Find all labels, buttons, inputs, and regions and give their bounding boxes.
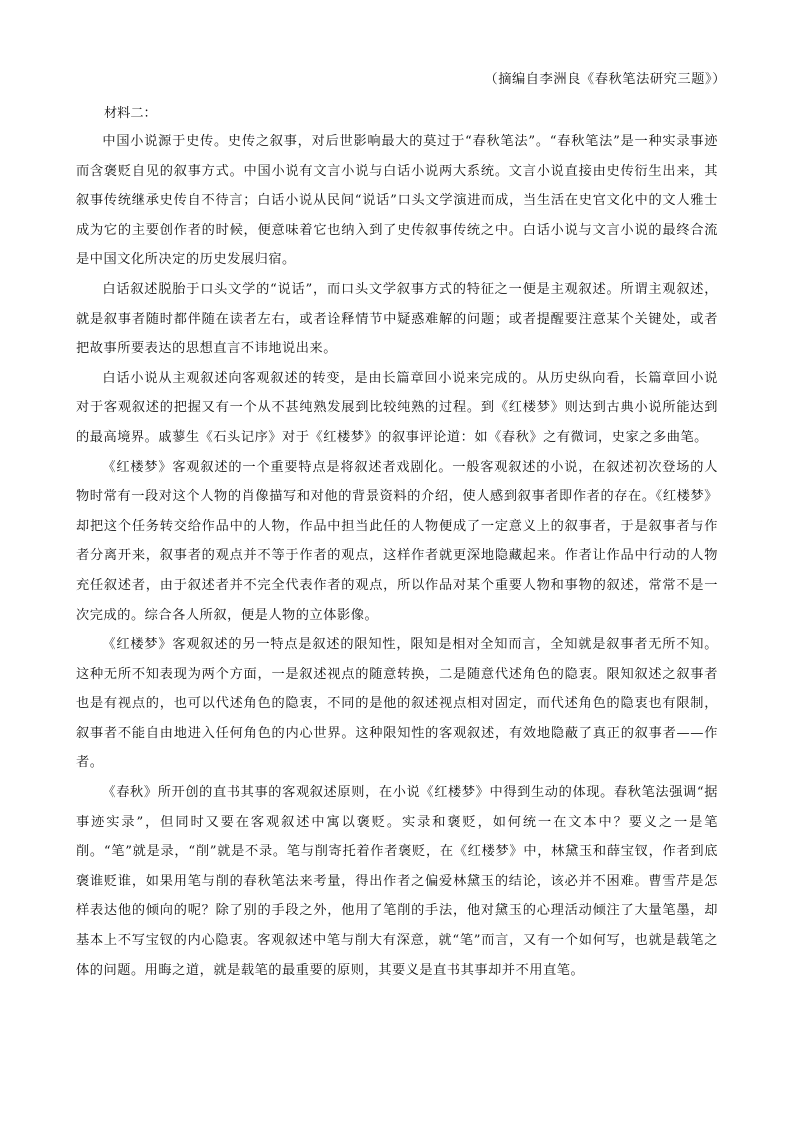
source-citation: （摘编自李洲良《春秋笔法研究三题》） (484, 72, 726, 87)
document-body (76, 127, 718, 985)
paragraph: 中国小说源于史传。史传之叙事，对后世影响最大的莫过于“春秋笔法”。“春秋笔法”是一种实录事迹而含褒贬自见的叙事方式。中国小说有文言小说与白话小说两大系统。文言小说直接由史传衍生出来，其叙事传统继承史传自不待言；白话小说从民间“说话”口头文学演进而成，当生活在史官文化中的文人雅士成为它的主要创作者的时候，便意味着它也纳入到了史传叙事传统之中。白话小说与文言小说的最终合流是中国文化所决定的历史发展归宿。 (76, 134, 718, 268)
paragraph: 白话小说从主观叙述向客观叙述的转变，是由长篇章回小说来完成的。从历史纵向看，长篇章回小说对于客观叙述的把握又有一个从不甚纯熟发展到比较纯熟的过程。到《红楼梦》则达到古典小说所能达到的最高境界。戚蓼生《石头记序》对于《红楼梦》的叙事评论道：如《春秋》之有微词，史家之多曲笔。 (76, 370, 718, 445)
paragraph: 白话叙述脱胎于口头文学的“说话”，而口头文学叙事方式的特征之一便是主观叙述。所谓主观叙述，就是叙事者随时都伴随在读者左右，或者诠释情节中疑惑难解的问题；或者提醒要注意某个关键处，或者把故事所要表达的思想直言不讳地说出来。 (76, 281, 718, 357)
paragraph: 《红楼梦》客观叙述的另一特点是叙述的限知性，限知是相对全知而言，全知就是叙事者无所不知。这种无所不知表现为两个方面，一是叙述视点的随意转换，二是随意代述角色的隐衷。限知叙述之叙事者也是有视点的，也可以代述角色的隐衷，不同的是他的叙述视点相对固定，而代述角色的隐衷也有限制，叙事者不能自由地进入任何角色的内心世界。这种限知性的客观叙述，有效地隐蔽了真正的叙事者——作者。 (76, 637, 718, 771)
paragraph: 《红楼梦》客观叙述的一个重要特点是将叙述者戏剧化。一般客观叙述的小说，在叙述初次登场的人物时常有一段对这个人物的肖像描写和对他的背景资料的介绍，使人感到叙事者即作者的存在。《红楼梦》却把这个任务转交给作品中的人物，作品中担当此任的人物便成了一定意义上的叙事者，于是叙事者与作者分离开来，叙事者的观点并不等于作者的观点，这样作者就更深地隐藏起来。作者让作品中行动的人物充任叙述者，由于叙述者并不完全代表作者的观点，所以作品对某个重要人物和事物的叙述，常常不是一次完成的。综合各人所叙，便是人物的立体影像。 (76, 459, 718, 623)
section-label: 材料二： (104, 106, 157, 121)
paragraph: 《春秋》所开创的直书其事的客观叙述原则，在小说《红楼梦》中得到生动的体现。春秋笔法强调“据事迹实录”，但同时又要在客观叙述中寓以褒贬。实录和褒贬，如何统一在文本中？要义之一是笔削。“笔”就是录，“削”就是不录。笔与削寄托着作者褒贬，在《红楼梦》中，林黛玉和薛宝钗，作者到底褒谁贬谁，如果用笔与削的春秋笔法来考量，得出作者之偏爱林黛玉的结论，该必并不困难。曹雪芹是怎样表达他的倾向的呢？除了别的手段之外，他用了笔削的手法，他对黛玉的心理活动倾注了大量笔墨，却基本上不写宝钗的内心隐衷。客观叙述中笔与削大有深意，就“笔”而言，又有一个如何写，也就是载笔之体的问题。用晦之道，就是载笔的最重要的原则，其要义是直书其事却并不用直笔。 (76, 785, 718, 978)
